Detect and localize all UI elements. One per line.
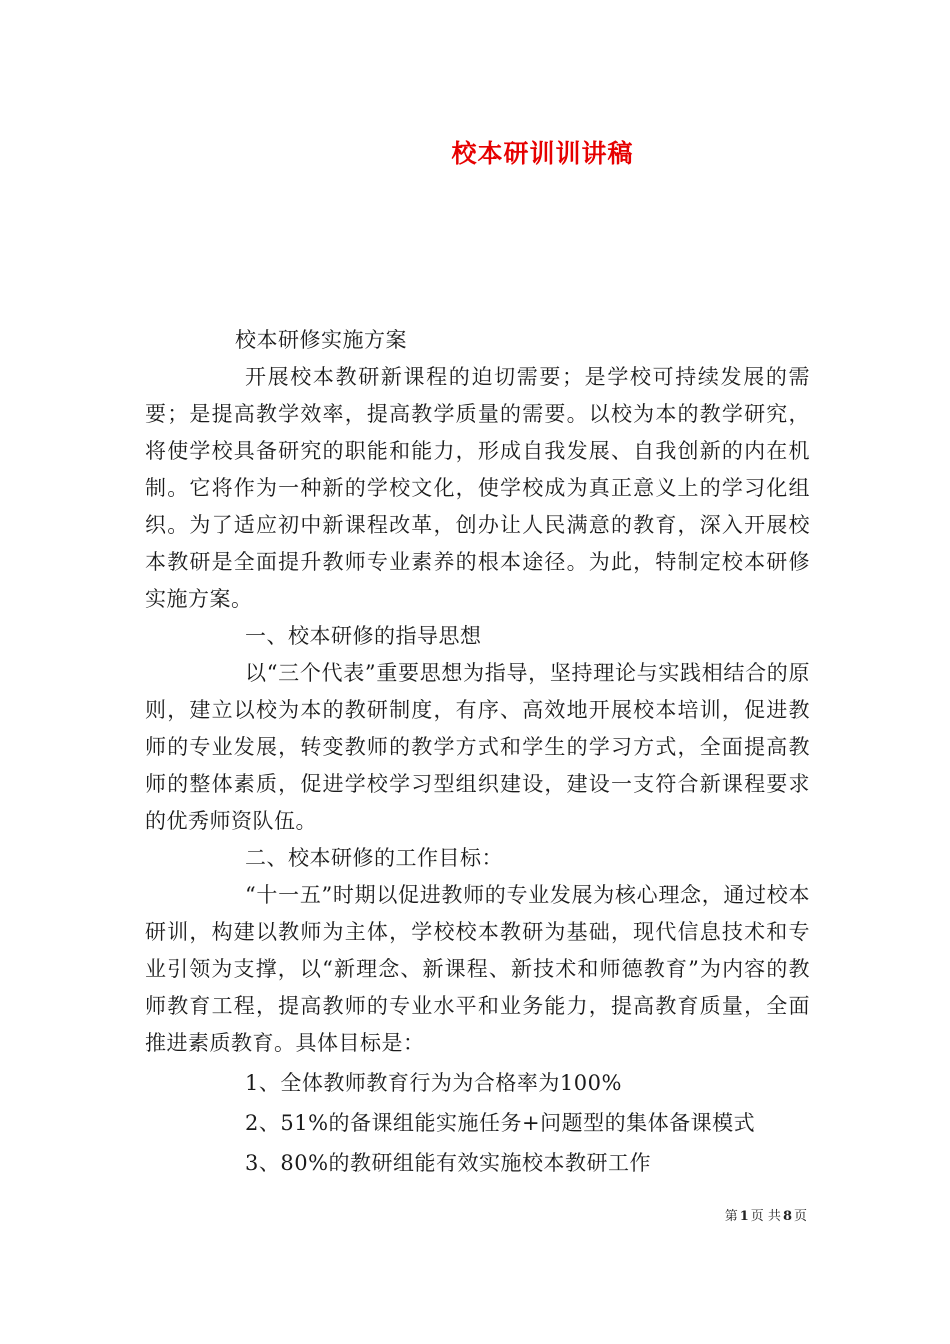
section1-heading: 一、校本研修的指导思想 xyxy=(245,624,482,648)
intro-paragraph: 开展校本教研新课程的迫切需要；是学校可持续发展的需要；是提高教学效率，提高教学质量的需要。以校为本的教学研究，将使学校具备研究的职能和能力，形成自我发展、自我创新的内在机制。它将作为一种新的学校文化，使学校成为真正意义上的学习化组织。为了适应初中新课程改革，创办让人民满意的教育，深入开展校本教研是全面提升教师专业素养的根本途径。为此，特制定校本研修实施方案。 xyxy=(145,365,810,611)
document-body xyxy=(145,322,810,1182)
footer-middle: 页 共 xyxy=(750,1209,781,1224)
section1-paragraph: 以“三个代表”重要思想为指导，坚持理论与实践相结合的原则，建立以校为本的教研制度，有序、高效地开展校本培训，促进教师的专业发展，转变教师的教学方式和学生的学习方式，全面提高教师的整体素质，促进学校学习型组织建设，建设一支符合新课程要求的优秀师资队伍。 xyxy=(145,661,810,833)
footer-suffix: 页 xyxy=(793,1209,807,1224)
goal-item-2: 2、51%的备课组能实施任务+问题型的集体备课模式 xyxy=(245,1111,756,1135)
current-page-number: 1 xyxy=(739,1209,749,1224)
total-pages-number: 8 xyxy=(782,1209,792,1224)
goal-item-3: 3、80%的教研组能有效实施校本教研工作 xyxy=(245,1151,652,1175)
goal-item-1: 1、全体教师教育行为为合格率为100% xyxy=(245,1071,622,1095)
section2-heading: 二、校本研修的工作目标： xyxy=(245,846,503,870)
section2-paragraph: “十一五”时期以促进教师的专业发展为核心理念，通过校本研训，构建以教师为主体，学校校本教研为基础，现代信息技术和专业引领为支撑，以“新理念、新课程、新技术和师德教育”为内容的教师教育工程，提高教师的专业水平和业务能力，提高教育质量，全面推进素质教育。具体目标是： xyxy=(145,883,810,1055)
document-title: 校本研训训讲稿 xyxy=(451,139,634,168)
footer-prefix: 第 xyxy=(724,1209,738,1224)
page-footer xyxy=(0,1205,807,1224)
plan-heading: 校本研修实施方案 xyxy=(235,328,407,352)
